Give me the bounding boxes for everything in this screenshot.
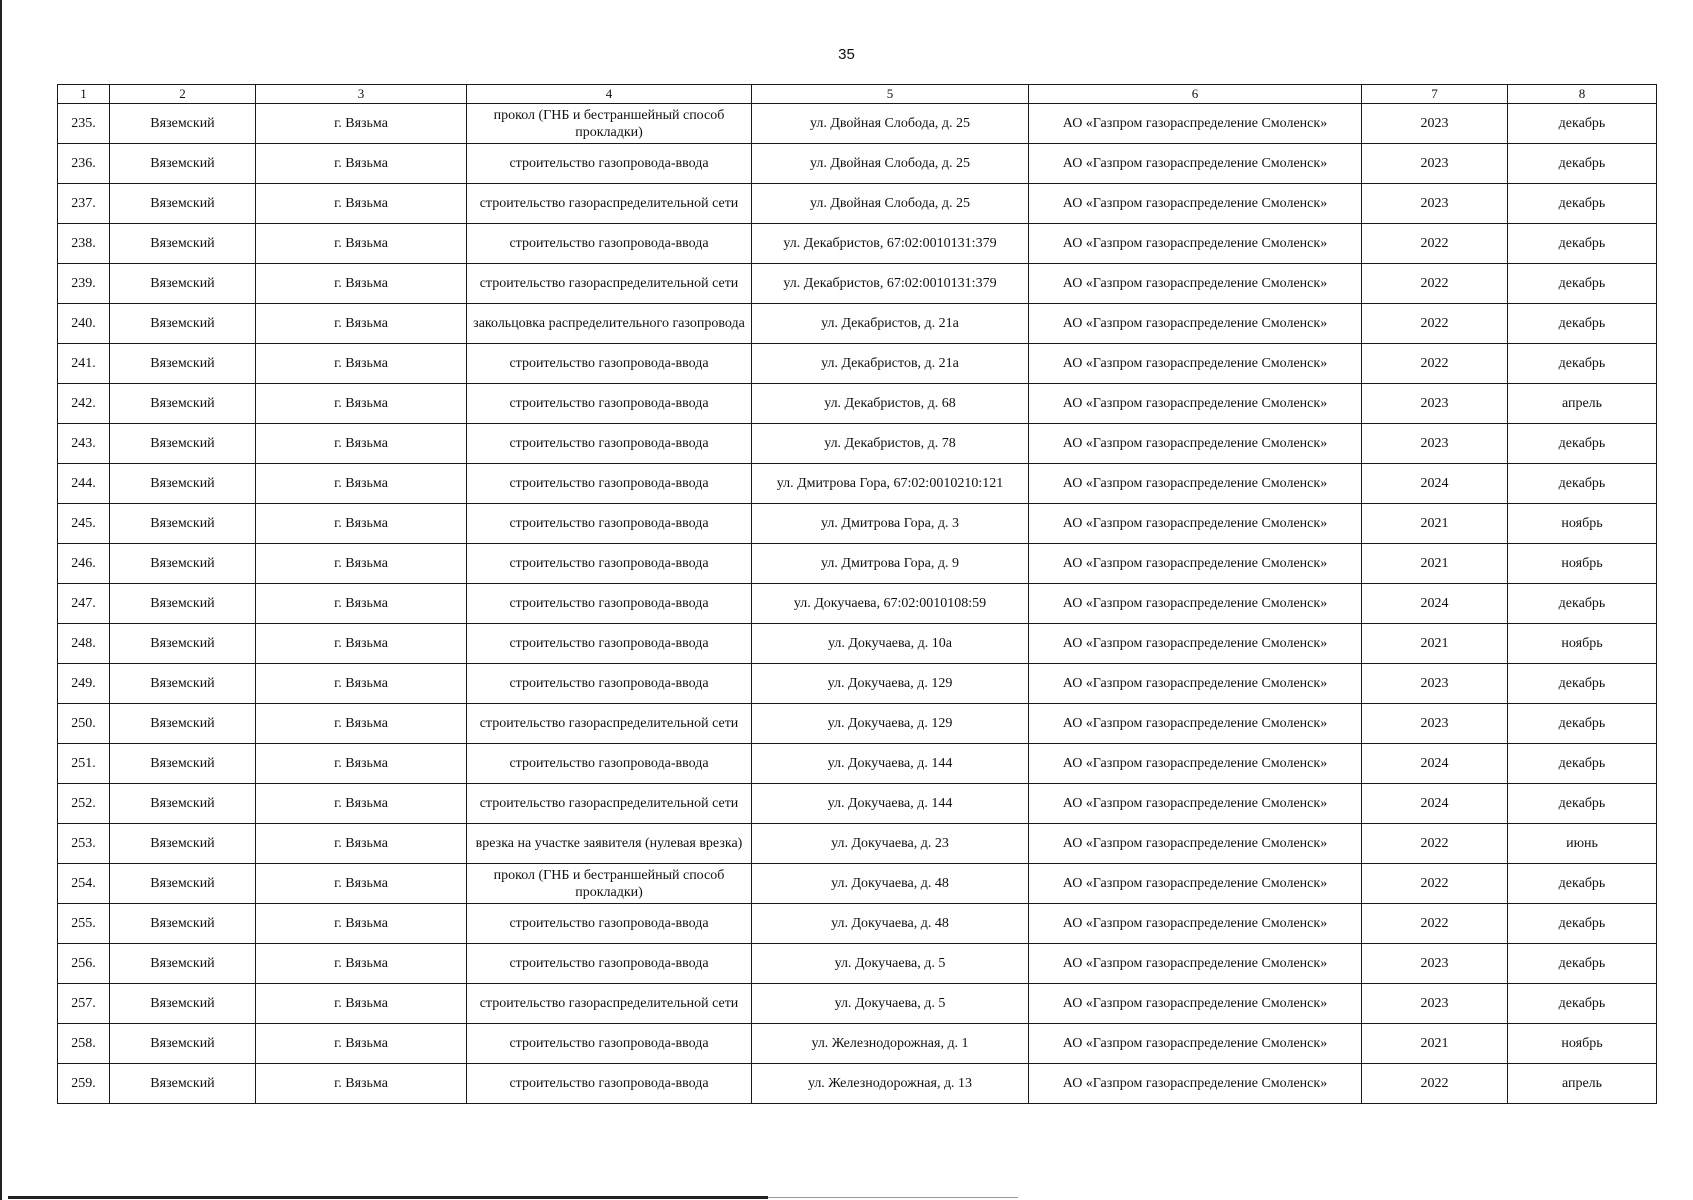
district-cell: Вяземский [110,304,256,344]
row-number-cell: 242. [58,384,110,424]
column-header: 3 [256,85,467,104]
table-row [58,464,1657,504]
settlement-cell: г. Вязьма [256,744,467,784]
work-type-cell: строительство газопровода-ввода [467,384,752,424]
organization-cell: АО «Газпром газораспределение Смоленск» [1029,984,1362,1024]
month-cell: апрель [1508,384,1657,424]
organization-cell: АО «Газпром газораспределение Смоленск» [1029,944,1362,984]
district-cell: Вяземский [110,864,256,904]
organization-cell: АО «Газпром газораспределение Смоленск» [1029,584,1362,624]
settlement-cell: г. Вязьма [256,584,467,624]
month-cell: декабрь [1508,304,1657,344]
month-cell: декабрь [1508,904,1657,944]
row-number-cell: 251. [58,744,110,784]
work-type-cell: строительство газораспределительной сети [467,984,752,1024]
address-cell: ул. Декабристов, д. 21а [752,344,1029,384]
month-cell: декабрь [1508,984,1657,1024]
month-cell: декабрь [1508,584,1657,624]
district-cell: Вяземский [110,744,256,784]
organization-cell: АО «Газпром газораспределение Смоленск» [1029,144,1362,184]
table-row [58,104,1657,144]
table-row [58,784,1657,824]
table-row [58,304,1657,344]
row-number-cell: 259. [58,1064,110,1104]
work-type-cell: строительство газопровода-ввода [467,904,752,944]
address-cell: ул. Докучаева, д. 5 [752,944,1029,984]
organization-cell: АО «Газпром газораспределение Смоленск» [1029,1024,1362,1064]
organization-cell: АО «Газпром газораспределение Смоленск» [1029,624,1362,664]
settlement-cell: г. Вязьма [256,944,467,984]
address-cell: ул. Докучаева, д. 48 [752,864,1029,904]
settlement-cell: г. Вязьма [256,904,467,944]
row-number-cell: 255. [58,904,110,944]
row-number-cell: 235. [58,104,110,144]
year-cell: 2022 [1362,224,1508,264]
row-number-cell: 257. [58,984,110,1024]
address-cell: ул. Декабристов, д. 78 [752,424,1029,464]
district-cell: Вяземский [110,1024,256,1064]
year-cell: 2023 [1362,104,1508,144]
month-cell: декабрь [1508,664,1657,704]
year-cell: 2022 [1362,344,1508,384]
work-type-cell: строительство газораспределительной сети [467,704,752,744]
row-number-cell: 249. [58,664,110,704]
month-cell: ноябрь [1508,1024,1657,1064]
settlement-cell: г. Вязьма [256,504,467,544]
row-number-cell: 243. [58,424,110,464]
table-row [58,904,1657,944]
row-number-cell: 246. [58,544,110,584]
district-cell: Вяземский [110,464,256,504]
month-cell: ноябрь [1508,624,1657,664]
row-number-cell: 258. [58,1024,110,1064]
organization-cell: АО «Газпром газораспределение Смоленск» [1029,904,1362,944]
table-row [58,624,1657,664]
month-cell: июнь [1508,824,1657,864]
work-type-cell: строительство газопровода-ввода [467,664,752,704]
month-cell: декабрь [1508,224,1657,264]
district-cell: Вяземский [110,104,256,144]
left-margin-rule [0,0,2,1200]
table-row [58,664,1657,704]
settlement-cell: г. Вязьма [256,864,467,904]
address-cell: ул. Докучаева, д. 129 [752,664,1029,704]
table-row [58,144,1657,184]
row-number-cell: 240. [58,304,110,344]
district-cell: Вяземский [110,424,256,464]
year-cell: 2023 [1362,184,1508,224]
month-cell: декабрь [1508,264,1657,304]
row-number-cell: 247. [58,584,110,624]
month-cell: ноябрь [1508,504,1657,544]
work-type-cell: строительство газопровода-ввода [467,1064,752,1104]
row-number-cell: 241. [58,344,110,384]
column-header: 6 [1029,85,1362,104]
address-cell: ул. Дмитрова Гора, 67:02:0010210:121 [752,464,1029,504]
address-cell: ул. Двойная Слобода, д. 25 [752,184,1029,224]
year-cell: 2022 [1362,904,1508,944]
organization-cell: АО «Газпром газораспределение Смоленск» [1029,664,1362,704]
settlement-cell: г. Вязьма [256,144,467,184]
settlement-cell: г. Вязьма [256,344,467,384]
work-type-cell: строительство газопровода-ввода [467,1024,752,1064]
row-number-cell: 254. [58,864,110,904]
month-cell: декабрь [1508,944,1657,984]
work-type-cell: строительство газопровода-ввода [467,464,752,504]
month-cell: декабрь [1508,344,1657,384]
month-cell: декабрь [1508,104,1657,144]
year-cell: 2023 [1362,664,1508,704]
column-header: 7 [1362,85,1508,104]
table-row [58,584,1657,624]
row-number-cell: 256. [58,944,110,984]
table-row [58,424,1657,464]
month-cell: декабрь [1508,144,1657,184]
column-header: 4 [467,85,752,104]
settlement-cell: г. Вязьма [256,1064,467,1104]
address-cell: ул. Дмитрова Гора, д. 3 [752,504,1029,544]
settlement-cell: г. Вязьма [256,784,467,824]
row-number-cell: 245. [58,504,110,544]
work-type-cell: строительство газопровода-ввода [467,944,752,984]
settlement-cell: г. Вязьма [256,424,467,464]
month-cell: декабрь [1508,864,1657,904]
table-row [58,384,1657,424]
organization-cell: АО «Газпром газораспределение Смоленск» [1029,744,1362,784]
year-cell: 2023 [1362,704,1508,744]
work-type-cell: прокол (ГНБ и бестраншейный способ прокладки) [467,104,752,144]
settlement-cell: г. Вязьма [256,984,467,1024]
row-number-cell: 250. [58,704,110,744]
organization-cell: АО «Газпром газораспределение Смоленск» [1029,464,1362,504]
month-cell: декабрь [1508,424,1657,464]
bottom-rule-faint [768,1197,1018,1198]
work-type-cell: строительство газопровода-ввода [467,504,752,544]
address-cell: ул. Железнодорожная, д. 1 [752,1024,1029,1064]
address-cell: ул. Декабристов, 67:02:0010131:379 [752,224,1029,264]
address-cell: ул. Докучаева, д. 5 [752,984,1029,1024]
settlement-cell: г. Вязьма [256,704,467,744]
organization-cell: АО «Газпром газораспределение Смоленск» [1029,504,1362,544]
table-row [58,264,1657,304]
district-cell: Вяземский [110,1064,256,1104]
month-cell: декабрь [1508,744,1657,784]
year-cell: 2024 [1362,784,1508,824]
district-cell: Вяземский [110,384,256,424]
table-row [58,504,1657,544]
district-cell: Вяземский [110,944,256,984]
year-cell: 2023 [1362,144,1508,184]
district-cell: Вяземский [110,824,256,864]
table-row [58,344,1657,384]
row-number-cell: 239. [58,264,110,304]
address-cell: ул. Декабристов, д. 21а [752,304,1029,344]
organization-cell: АО «Газпром газораспределение Смоленск» [1029,864,1362,904]
table-row [58,1024,1657,1064]
row-number-cell: 236. [58,144,110,184]
address-cell: ул. Докучаева, д. 129 [752,704,1029,744]
column-header: 8 [1508,85,1657,104]
settlement-cell: г. Вязьма [256,384,467,424]
table-row [58,184,1657,224]
year-cell: 2021 [1362,544,1508,584]
settlement-cell: г. Вязьма [256,264,467,304]
row-number-cell: 244. [58,464,110,504]
settlement-cell: г. Вязьма [256,104,467,144]
page-number: 35 [838,46,855,63]
work-type-cell: строительство газопровода-ввода [467,144,752,184]
district-cell: Вяземский [110,784,256,824]
organization-cell: АО «Газпром газораспределение Смоленск» [1029,264,1362,304]
year-cell: 2024 [1362,584,1508,624]
address-cell: ул. Докучаева, д. 144 [752,744,1029,784]
organization-cell: АО «Газпром газораспределение Смоленск» [1029,104,1362,144]
organization-cell: АО «Газпром газораспределение Смоленск» [1029,704,1362,744]
organization-cell: АО «Газпром газораспределение Смоленск» [1029,384,1362,424]
district-cell: Вяземский [110,184,256,224]
month-cell: декабрь [1508,784,1657,824]
work-type-cell: строительство газораспределительной сети [467,184,752,224]
district-cell: Вяземский [110,264,256,304]
table-row [58,544,1657,584]
row-number-cell: 238. [58,224,110,264]
address-cell: ул. Декабристов, д. 68 [752,384,1029,424]
work-type-cell: строительство газопровода-ввода [467,584,752,624]
settlement-cell: г. Вязьма [256,624,467,664]
district-cell: Вяземский [110,224,256,264]
settlement-cell: г. Вязьма [256,824,467,864]
settlement-cell: г. Вязьма [256,304,467,344]
table-row [58,224,1657,264]
work-type-cell: строительство газораспределительной сети [467,784,752,824]
table-row [58,984,1657,1024]
work-type-cell: строительство газопровода-ввода [467,424,752,464]
settlement-cell: г. Вязьма [256,184,467,224]
year-cell: 2021 [1362,1024,1508,1064]
district-cell: Вяземский [110,664,256,704]
address-cell: ул. Дмитрова Гора, д. 9 [752,544,1029,584]
settlement-cell: г. Вязьма [256,544,467,584]
address-cell: ул. Двойная Слобода, д. 25 [752,144,1029,184]
table-row [58,944,1657,984]
work-type-cell: закольцовка распределительного газопровода [467,304,752,344]
year-cell: 2021 [1362,504,1508,544]
table-row [58,704,1657,744]
organization-cell: АО «Газпром газораспределение Смоленск» [1029,784,1362,824]
year-cell: 2022 [1362,304,1508,344]
address-cell: ул. Докучаева, д. 48 [752,904,1029,944]
organization-cell: АО «Газпром газораспределение Смоленск» [1029,304,1362,344]
organization-cell: АО «Газпром газораспределение Смоленск» [1029,344,1362,384]
address-cell: ул. Докучаева, д. 10а [752,624,1029,664]
district-cell: Вяземский [110,984,256,1024]
year-cell: 2023 [1362,944,1508,984]
month-cell: декабрь [1508,704,1657,744]
address-cell: ул. Докучаева, д. 23 [752,824,1029,864]
month-cell: ноябрь [1508,544,1657,584]
work-type-cell: врезка на участке заявителя (нулевая врезка) [467,824,752,864]
address-cell: ул. Декабристов, 67:02:0010131:379 [752,264,1029,304]
district-cell: Вяземский [110,144,256,184]
settlement-cell: г. Вязьма [256,464,467,504]
table-body [58,104,1657,1104]
column-header: 5 [752,85,1029,104]
work-type-cell: строительство газопровода-ввода [467,224,752,264]
organization-cell: АО «Газпром газораспределение Смоленск» [1029,544,1362,584]
row-number-cell: 237. [58,184,110,224]
bottom-rule [8,1196,768,1199]
district-cell: Вяземский [110,704,256,744]
year-cell: 2021 [1362,624,1508,664]
address-cell: ул. Железнодорожная, д. 13 [752,1064,1029,1104]
year-cell: 2023 [1362,384,1508,424]
year-cell: 2022 [1362,864,1508,904]
year-cell: 2022 [1362,1064,1508,1104]
organization-cell: АО «Газпром газораспределение Смоленск» [1029,224,1362,264]
settlement-cell: г. Вязьма [256,1024,467,1064]
work-type-cell: строительство газораспределительной сети [467,264,752,304]
organization-cell: АО «Газпром газораспределение Смоленск» [1029,424,1362,464]
district-cell: Вяземский [110,584,256,624]
month-cell: декабрь [1508,464,1657,504]
year-cell: 2023 [1362,984,1508,1024]
table-row [58,824,1657,864]
year-cell: 2024 [1362,744,1508,784]
month-cell: декабрь [1508,184,1657,224]
table-row [58,864,1657,904]
district-cell: Вяземский [110,544,256,584]
district-cell: Вяземский [110,904,256,944]
organization-cell: АО «Газпром газораспределение Смоленск» [1029,1064,1362,1104]
column-header: 2 [110,85,256,104]
gasification-register-table [57,84,1657,1104]
settlement-cell: г. Вязьма [256,664,467,704]
work-type-cell: строительство газопровода-ввода [467,624,752,664]
work-type-cell: строительство газопровода-ввода [467,344,752,384]
address-cell: ул. Двойная Слобода, д. 25 [752,104,1029,144]
organization-cell: АО «Газпром газораспределение Смоленск» [1029,824,1362,864]
year-cell: 2024 [1362,464,1508,504]
year-cell: 2023 [1362,424,1508,464]
row-number-cell: 248. [58,624,110,664]
year-cell: 2022 [1362,264,1508,304]
address-cell: ул. Докучаева, д. 144 [752,784,1029,824]
row-number-cell: 252. [58,784,110,824]
year-cell: 2022 [1362,824,1508,864]
work-type-cell: прокол (ГНБ и бестраншейный способ прокладки) [467,864,752,904]
district-cell: Вяземский [110,504,256,544]
work-type-cell: строительство газопровода-ввода [467,744,752,784]
table-row [58,1064,1657,1104]
district-cell: Вяземский [110,344,256,384]
district-cell: Вяземский [110,624,256,664]
work-type-cell: строительство газопровода-ввода [467,544,752,584]
month-cell: апрель [1508,1064,1657,1104]
address-cell: ул. Докучаева, 67:02:0010108:59 [752,584,1029,624]
settlement-cell: г. Вязьма [256,224,467,264]
column-header: 1 [58,85,110,104]
column-number-row [58,85,1657,104]
row-number-cell: 253. [58,824,110,864]
table-row [58,744,1657,784]
organization-cell: АО «Газпром газораспределение Смоленск» [1029,184,1362,224]
